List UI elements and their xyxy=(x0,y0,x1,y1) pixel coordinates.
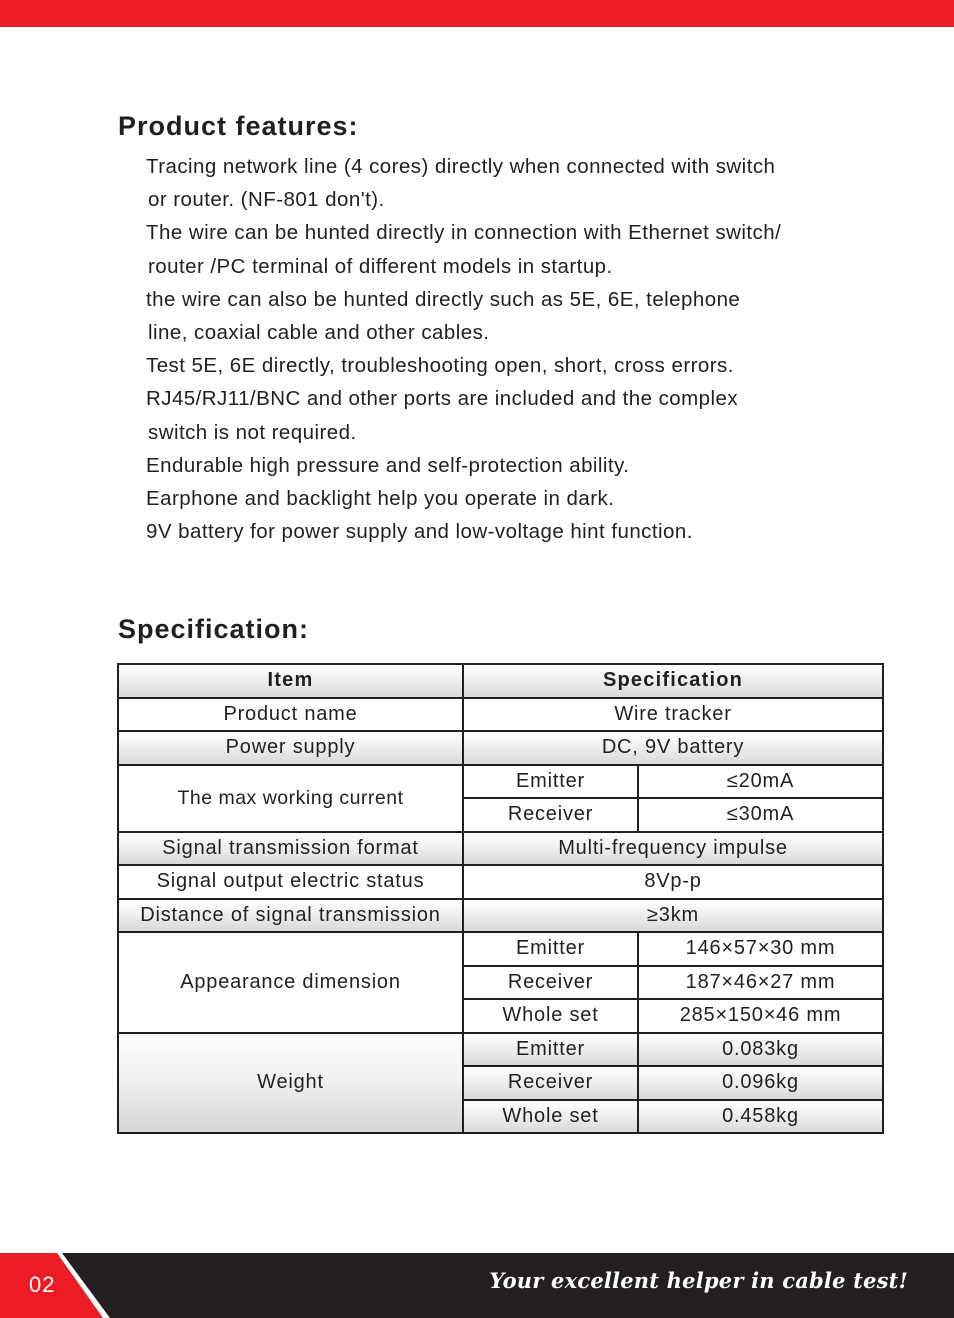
feature-item xyxy=(146,150,886,216)
row-value: ≤20mA xyxy=(638,765,883,799)
table-row xyxy=(118,899,883,933)
row-value: Multi-frequency impulse xyxy=(463,832,883,866)
row-value: DC, 9V battery xyxy=(463,731,883,765)
feature-item xyxy=(146,482,886,515)
feature-line: switch is not required. xyxy=(148,420,357,444)
feature-line: router /PC terminal of different models in startup. xyxy=(148,254,613,278)
table-row xyxy=(118,932,883,966)
row-part: Receiver xyxy=(463,1066,638,1100)
feature-item xyxy=(146,382,886,448)
row-part: Emitter xyxy=(463,1033,638,1067)
row-part: Receiver xyxy=(463,798,638,832)
table-row xyxy=(118,865,883,899)
row-label: Power supply xyxy=(118,731,463,765)
footer-slogan: Your excellent helper in cable test! xyxy=(489,1268,908,1293)
row-part: Receiver xyxy=(463,966,638,1000)
header-item-cell: Item xyxy=(118,664,463,698)
specification-heading: Specification: xyxy=(118,614,310,644)
table-row xyxy=(118,698,883,732)
row-value: 187×46×27 mm xyxy=(638,966,883,1000)
table-row xyxy=(118,765,883,799)
feature-item xyxy=(146,216,886,282)
page-number: 02 xyxy=(29,1272,56,1297)
row-part: Whole set xyxy=(463,999,638,1033)
specification-table xyxy=(117,663,884,1134)
row-value: 0.458kg xyxy=(638,1100,883,1134)
top-accent-bar xyxy=(0,0,954,27)
row-part: Emitter xyxy=(463,932,638,966)
row-value: 0.083kg xyxy=(638,1033,883,1067)
row-value: 8Vp-p xyxy=(463,865,883,899)
row-label: Distance of signal transmission xyxy=(118,899,463,933)
feature-line: Endurable high pressure and self-protection ability. xyxy=(146,453,630,477)
feature-line: line, coaxial cable and other cables. xyxy=(148,321,490,345)
feature-item xyxy=(146,283,886,349)
header-spec-cell: Specification xyxy=(463,664,883,698)
row-value: ≤30mA xyxy=(638,798,883,832)
row-value: Wire tracker xyxy=(463,698,883,732)
table-row xyxy=(118,832,883,866)
row-value: 146×57×30 mm xyxy=(638,932,883,966)
row-label: Signal transmission format xyxy=(118,832,463,866)
feature-line: or router. (NF-801 don't). xyxy=(148,188,385,212)
feature-line: 9V battery for power supply and low-voltage hint function. xyxy=(146,520,693,544)
feature-line: the wire can also be hunted directly such as 5E, 6E, telephone xyxy=(146,287,741,311)
feature-line: Tracing network line (4 cores) directly when connected with switch xyxy=(146,155,776,178)
feature-item xyxy=(146,349,886,382)
row-label: Weight xyxy=(118,1033,463,1134)
feature-line: Test 5E, 6E directly, troubleshooting open, short, cross errors. xyxy=(146,354,734,378)
row-value: 0.096kg xyxy=(638,1066,883,1100)
row-value: 285×150×46 mm xyxy=(638,999,883,1033)
row-label: The max working current xyxy=(118,765,463,832)
row-part: Whole set xyxy=(463,1100,638,1134)
row-part: Emitter xyxy=(463,765,638,799)
table-row xyxy=(118,1033,883,1067)
features-list xyxy=(146,150,886,548)
feature-line: The wire can be hunted directly in connection with Ethernet switch/ xyxy=(146,221,782,245)
product-features-heading: Product features: xyxy=(118,111,359,141)
feature-item xyxy=(146,515,886,548)
row-label: Appearance dimension xyxy=(118,932,463,1033)
feature-line: Earphone and backlight help you operate in dark. xyxy=(146,487,615,511)
row-label: Product name xyxy=(118,698,463,732)
feature-item xyxy=(146,449,886,482)
row-label: Signal output electric status xyxy=(118,865,463,899)
table-header-row xyxy=(118,664,883,698)
feature-line: RJ45/RJ11/BNC and other ports are included and the complex xyxy=(146,387,739,411)
table-row xyxy=(118,731,883,765)
row-value: ≥3km xyxy=(463,899,883,933)
